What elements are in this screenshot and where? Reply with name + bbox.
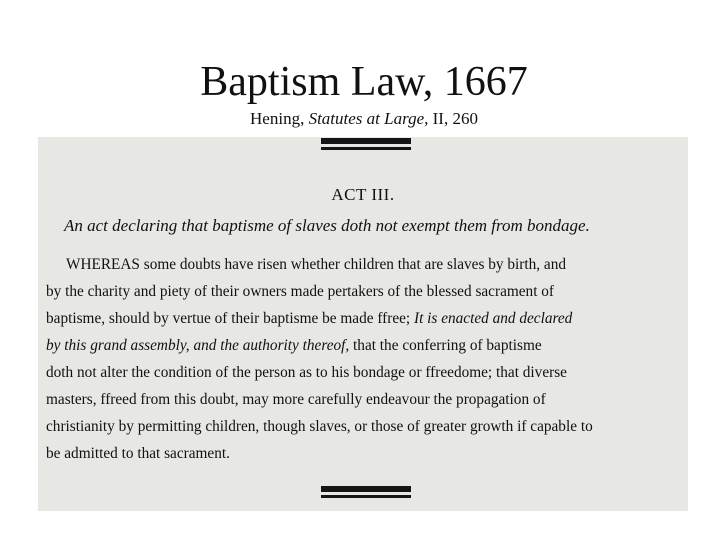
rule-thin-bar <box>321 147 411 150</box>
top-decorative-rule <box>321 138 411 151</box>
rule-thick-bar <box>321 138 411 144</box>
subtitle-volume-page: II, 260 <box>428 109 478 128</box>
rule-thin-bar <box>321 495 411 498</box>
slide-title: Baptism Law, 1667 <box>200 59 528 105</box>
line-italic-text: by this grand assembly, and the authority thereof, <box>46 337 350 354</box>
line-italic-text: It is enacted and declared <box>414 310 573 327</box>
document-line <box>46 309 688 329</box>
line-text: christianity by permitting children, though slaves, or those of greater growth if capable to <box>46 418 593 435</box>
line-text: be admitted to that sacrament. <box>46 445 230 462</box>
document-line <box>46 363 688 383</box>
slide-subtitle <box>0 109 728 129</box>
act-heading: ACT III. <box>331 185 395 204</box>
rule-thick-bar <box>321 486 411 492</box>
line-text: by the charity and piety of their owners made pertakers of the blessed sacrament of <box>46 283 555 300</box>
document-line <box>46 417 688 437</box>
line-text: WHEREAS some doubts have risen whether children that are slaves by birth, and <box>66 256 566 273</box>
subtitle-work-title: Statutes at Large, <box>308 109 429 128</box>
document-line <box>46 282 688 302</box>
document-line <box>46 336 688 356</box>
line-text: that the conferring of baptisme <box>349 337 542 354</box>
bottom-decorative-rule <box>321 486 411 499</box>
act-title: An act declaring that baptisme of slaves doth not exempt them from bondage. <box>64 216 590 235</box>
line-text: baptisme, should by vertue of their baptisme be made ffree; <box>46 310 415 327</box>
scanned-document <box>38 137 688 511</box>
line-text: masters, ffreed from this doubt, may more carefully endeavour the propagation of <box>46 391 546 408</box>
document-line <box>46 444 688 464</box>
document-line <box>66 255 708 275</box>
document-line <box>46 390 688 410</box>
line-text: doth not alter the condition of the person as to his bondage or ffreedome; that diverse <box>46 364 567 381</box>
subtitle-author: Hening, <box>250 109 309 128</box>
